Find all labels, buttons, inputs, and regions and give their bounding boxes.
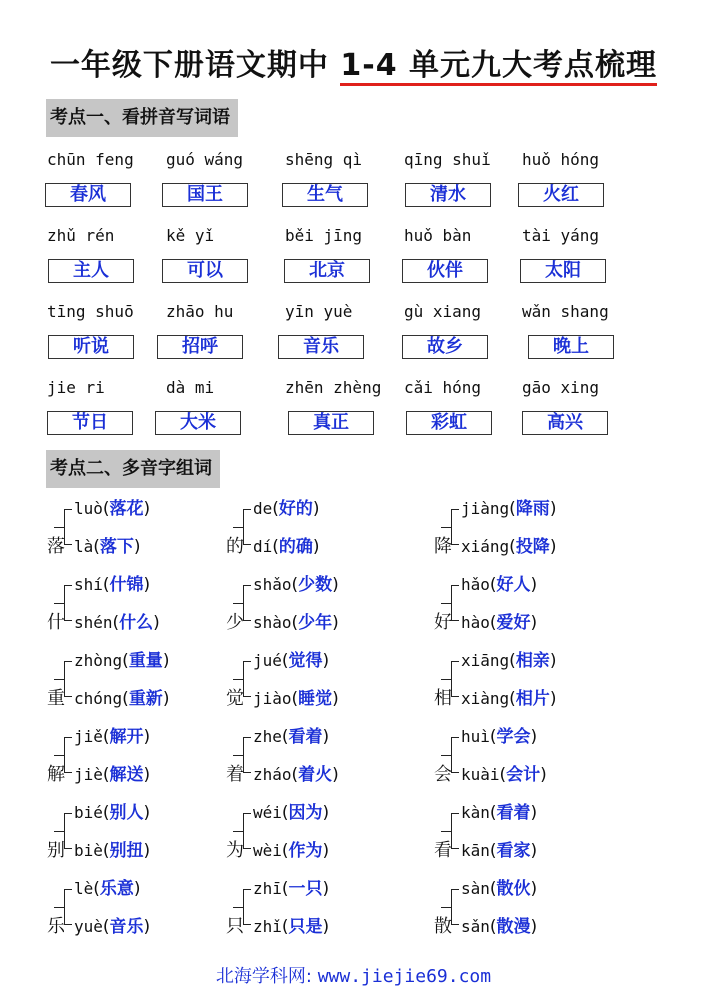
answer-box: 节日 <box>47 411 133 435</box>
answer-box: 招呼 <box>157 335 243 359</box>
polyphone-character: 乐 <box>47 916 65 937</box>
polyphone-character: 散 <box>434 916 452 937</box>
reading-line <box>461 764 547 786</box>
reading-word: 只是 <box>288 917 323 937</box>
reading-pinyin: zhe <box>253 727 282 746</box>
title-highlight: 1-4 单元九大考点梳理 <box>340 48 658 83</box>
reading-pinyin: wéi <box>253 803 282 822</box>
bracket <box>64 661 72 697</box>
paren-open: ( <box>102 803 110 823</box>
paren-close: ) <box>143 917 151 937</box>
paren-close: ) <box>530 841 538 861</box>
paren-close: ) <box>322 803 330 823</box>
reading-word: 相片 <box>515 689 550 709</box>
reading-line <box>461 878 537 900</box>
pinyin-label: zhǔ rén <box>47 226 115 245</box>
paren-open: ( <box>509 651 516 671</box>
polyphone-character: 落 <box>47 536 65 557</box>
polyphone-character: 别 <box>47 840 65 861</box>
paren-open: ( <box>489 575 497 595</box>
reading-line <box>74 574 150 596</box>
answer-box: 可以 <box>162 259 248 283</box>
reading-pinyin: wèi <box>253 841 282 860</box>
reading-word: 降雨 <box>515 499 550 519</box>
paren-open: ( <box>291 765 299 785</box>
answer-box: 春风 <box>45 183 131 207</box>
answer-box: 伙伴 <box>402 259 488 283</box>
paren-open: ( <box>102 727 110 747</box>
polyphone-character: 觉 <box>226 688 244 709</box>
reading-word: 作为 <box>288 841 323 861</box>
reading-pinyin: shén <box>74 613 113 632</box>
polyphone-character: 会 <box>434 764 452 785</box>
reading-word: 别人 <box>109 803 144 823</box>
paren-close: ) <box>322 651 330 671</box>
polyphone-character: 相 <box>434 688 452 709</box>
paren-close: ) <box>530 803 538 823</box>
paren-open: ( <box>291 575 299 595</box>
paren-close: ) <box>540 765 547 785</box>
bracket <box>243 737 251 773</box>
bracket <box>243 889 251 925</box>
reading-line <box>461 726 537 748</box>
reading-word: 别扭 <box>109 841 144 861</box>
paren-close: ) <box>530 727 538 747</box>
paren-open: ( <box>102 917 110 937</box>
paren-close: ) <box>143 727 151 747</box>
paren-open: ( <box>291 689 299 709</box>
paren-open: ( <box>509 499 516 519</box>
reading-word: 少数 <box>298 575 333 595</box>
reading-word: 投降 <box>515 537 550 557</box>
reading-pinyin: huì <box>461 727 490 746</box>
footer <box>0 965 707 989</box>
reading-word: 什么 <box>119 613 154 633</box>
reading-pinyin: hào <box>461 613 490 632</box>
reading-line <box>74 536 141 558</box>
pinyin-label: qīng shuǐ <box>404 150 491 169</box>
reading-pinyin: hǎo <box>461 575 490 594</box>
reading-word: 睡觉 <box>298 689 333 709</box>
paren-close: ) <box>143 803 151 823</box>
polyphone-character: 为 <box>226 840 244 861</box>
paren-open: ( <box>102 575 110 595</box>
bracket-stem <box>233 603 243 604</box>
bracket <box>64 509 72 545</box>
bracket-stem <box>54 527 64 528</box>
answer-box: 大米 <box>155 411 241 435</box>
paren-close: ) <box>143 765 151 785</box>
bracket-stem <box>441 527 451 528</box>
reading-line <box>74 612 160 634</box>
reading-pinyin: shào <box>253 613 292 632</box>
polyphone-character: 着 <box>226 764 244 785</box>
reading-line <box>461 498 556 520</box>
polyphone-character: 少 <box>226 612 244 633</box>
reading-pinyin: zháo <box>253 765 292 784</box>
paren-close: ) <box>322 917 330 937</box>
paren-open: ( <box>272 537 279 557</box>
answer-box: 音乐 <box>278 335 364 359</box>
polyphone-character: 看 <box>434 840 452 861</box>
paren-open: ( <box>281 651 289 671</box>
reading-pinyin: yuè <box>74 917 103 936</box>
reading-line <box>461 650 556 672</box>
reading-pinyin: kuài <box>461 765 500 784</box>
paren-close: ) <box>143 841 151 861</box>
paren-close: ) <box>162 689 170 709</box>
polyphone-character: 降 <box>434 536 452 557</box>
answer-box: 真正 <box>288 411 374 435</box>
paren-close: ) <box>312 537 320 557</box>
bracket <box>64 813 72 849</box>
section-1-header: 考点一、看拼音写词语 <box>46 99 238 137</box>
paren-close: ) <box>322 841 330 861</box>
pinyin-label: huǒ bàn <box>404 226 472 245</box>
bracket <box>451 889 459 925</box>
reading-line <box>461 802 537 824</box>
pinyin-label: chūn feng <box>47 150 134 169</box>
reading-pinyin: zhī <box>253 879 282 898</box>
reading-word: 解送 <box>109 765 144 785</box>
paren-close: ) <box>549 651 557 671</box>
paren-open: ( <box>281 917 289 937</box>
reading-word: 一只 <box>288 879 323 899</box>
paren-open: ( <box>489 613 497 633</box>
reading-pinyin: sǎn <box>461 917 490 936</box>
reading-line <box>253 574 339 596</box>
reading-line <box>74 840 150 862</box>
reading-word: 落花 <box>109 499 144 519</box>
reading-word: 看着 <box>496 803 531 823</box>
paren-close: ) <box>332 613 339 633</box>
bracket-stem <box>233 755 243 756</box>
paren-close: ) <box>549 537 557 557</box>
answer-box: 太阳 <box>520 259 606 283</box>
paren-close: ) <box>143 575 151 595</box>
reading-word: 什锦 <box>109 575 144 595</box>
bracket-stem <box>54 755 64 756</box>
reading-word: 重量 <box>128 651 163 671</box>
reading-word: 学会 <box>496 727 531 747</box>
reading-word: 少年 <box>298 613 333 633</box>
reading-word: 好人 <box>496 575 531 595</box>
reading-pinyin: de <box>253 499 273 518</box>
paren-open: ( <box>499 765 507 785</box>
paren-open: ( <box>122 651 129 671</box>
paren-open: ( <box>489 727 497 747</box>
answer-box: 生气 <box>282 183 368 207</box>
reading-pinyin: kàn <box>461 803 490 822</box>
reading-line <box>461 840 537 862</box>
paren-close: ) <box>133 879 141 899</box>
answer-box: 听说 <box>48 335 134 359</box>
bracket <box>451 813 459 849</box>
polyphone-character: 重 <box>47 688 65 709</box>
paren-close: ) <box>312 499 320 519</box>
pinyin-label: huǒ hóng <box>522 150 600 169</box>
answer-box: 晚上 <box>528 335 614 359</box>
paren-open: ( <box>281 841 289 861</box>
paren-open: ( <box>291 613 299 633</box>
paren-close: ) <box>153 613 160 633</box>
bracket <box>451 661 459 697</box>
reading-pinyin: shǎo <box>253 575 292 594</box>
pinyin-label: zhāo hu <box>166 302 234 321</box>
footer-site: 北海学科网: <box>215 966 312 987</box>
reading-line <box>253 840 329 862</box>
paren-close: ) <box>549 689 557 709</box>
polyphone-character: 的 <box>226 536 244 557</box>
bracket-stem <box>233 831 243 832</box>
reading-word: 音乐 <box>109 917 144 937</box>
reading-pinyin: là <box>74 537 94 556</box>
bracket <box>451 509 459 545</box>
answer-box: 主人 <box>48 259 134 283</box>
reading-line <box>461 916 537 938</box>
reading-word: 会计 <box>506 765 541 785</box>
paren-open: ( <box>489 879 497 899</box>
reading-word: 散伙 <box>496 879 531 899</box>
bracket <box>64 585 72 621</box>
answer-box: 彩虹 <box>406 411 492 435</box>
polyphone-character: 只 <box>226 916 244 937</box>
reading-line <box>74 650 169 672</box>
reading-line <box>74 878 141 900</box>
paren-open: ( <box>489 803 497 823</box>
reading-pinyin: luò <box>74 499 103 518</box>
paren-close: ) <box>322 727 330 747</box>
bracket-stem <box>233 679 243 680</box>
reading-word: 爱好 <box>496 613 531 633</box>
reading-line <box>74 688 169 710</box>
pinyin-label: zhēn zhèng <box>285 378 382 397</box>
paren-close: ) <box>332 689 339 709</box>
paren-close: ) <box>332 765 339 785</box>
reading-line <box>253 498 320 520</box>
footer-url: www.jiejie69.com <box>317 966 492 987</box>
reading-word: 看着 <box>288 727 323 747</box>
paren-open: ( <box>93 537 100 557</box>
paren-open: ( <box>272 499 279 519</box>
paren-close: ) <box>162 651 170 671</box>
paren-open: ( <box>122 689 129 709</box>
reading-line <box>74 764 150 786</box>
reading-pinyin: biè <box>74 841 103 860</box>
pinyin-label: běi jīng <box>285 226 363 245</box>
reading-pinyin: xiāng <box>461 651 510 670</box>
pinyin-label: kě yǐ <box>166 226 215 245</box>
section-2-header: 考点二、多音字组词 <box>46 450 220 488</box>
reading-line <box>461 688 556 710</box>
reading-word: 解开 <box>109 727 144 747</box>
reading-line <box>74 726 150 748</box>
paren-open: ( <box>489 841 497 861</box>
reading-line <box>253 650 329 672</box>
reading-line <box>253 916 329 938</box>
reading-pinyin: chóng <box>74 689 123 708</box>
bracket <box>243 661 251 697</box>
reading-line <box>253 726 329 748</box>
paren-close: ) <box>332 575 339 595</box>
pinyin-label: jie ri <box>47 378 105 397</box>
reading-pinyin: zhòng <box>74 651 123 670</box>
reading-line <box>74 498 150 520</box>
paren-close: ) <box>530 613 538 633</box>
title-prefix: 一年级下册语文期中 <box>49 48 341 83</box>
reading-word: 好的 <box>278 499 313 519</box>
answer-box: 火红 <box>518 183 604 207</box>
paren-close: ) <box>143 499 151 519</box>
polyphone-character: 解 <box>47 764 65 785</box>
reading-line <box>253 878 329 900</box>
pinyin-label: gù xiang <box>404 302 482 321</box>
pinyin-label: dà mi <box>166 378 215 397</box>
reading-pinyin: xiàng <box>461 689 510 708</box>
reading-word: 乐意 <box>99 879 134 899</box>
bracket-stem <box>233 907 243 908</box>
bracket-stem <box>441 603 451 604</box>
polyphone-character: 好 <box>434 612 452 633</box>
reading-word: 看家 <box>496 841 531 861</box>
reading-pinyin: lè <box>74 879 94 898</box>
reading-word: 着火 <box>298 765 333 785</box>
reading-line <box>461 536 556 558</box>
reading-word: 因为 <box>288 803 323 823</box>
bracket-stem <box>54 907 64 908</box>
reading-pinyin: xiáng <box>461 537 510 556</box>
reading-word: 觉得 <box>288 651 323 671</box>
pinyin-label: gāo xing <box>522 378 600 397</box>
pinyin-label: tài yáng <box>522 226 600 245</box>
reading-pinyin: jiào <box>253 689 292 708</box>
reading-line <box>253 536 320 558</box>
paren-open: ( <box>489 917 497 937</box>
reading-word: 重新 <box>128 689 163 709</box>
reading-pinyin: kān <box>461 841 490 860</box>
paren-open: ( <box>102 841 110 861</box>
polyphone-character: 什 <box>47 612 65 633</box>
reading-pinyin: dí <box>253 537 273 556</box>
paren-close: ) <box>322 879 330 899</box>
bracket-stem <box>54 603 64 604</box>
paren-close: ) <box>549 499 557 519</box>
bracket <box>243 509 251 545</box>
reading-word: 散漫 <box>496 917 531 937</box>
pinyin-label: shēng qì <box>285 150 363 169</box>
answer-box: 高兴 <box>522 411 608 435</box>
paren-close: ) <box>530 879 538 899</box>
reading-pinyin: jiě <box>74 727 103 746</box>
bracket-stem <box>441 679 451 680</box>
reading-pinyin: zhǐ <box>253 917 282 936</box>
bracket-stem <box>233 527 243 528</box>
reading-pinyin: shí <box>74 575 103 594</box>
paren-open: ( <box>102 765 110 785</box>
reading-word: 相亲 <box>515 651 550 671</box>
bracket-stem <box>441 907 451 908</box>
reading-pinyin: jiè <box>74 765 103 784</box>
answer-box: 故乡 <box>402 335 488 359</box>
reading-line <box>461 574 537 596</box>
reading-line <box>253 802 329 824</box>
reading-pinyin: bié <box>74 803 103 822</box>
paren-open: ( <box>281 803 289 823</box>
answer-box: 北京 <box>284 259 370 283</box>
reading-line <box>74 802 150 824</box>
bracket <box>64 737 72 773</box>
bracket <box>451 585 459 621</box>
pinyin-label: guó wáng <box>166 150 244 169</box>
paren-close: ) <box>530 575 538 595</box>
paren-open: ( <box>102 499 110 519</box>
pinyin-label: tīng shuō <box>47 302 134 321</box>
answer-box: 国王 <box>162 183 248 207</box>
reading-pinyin: jiàng <box>461 499 510 518</box>
pinyin-label: cǎi hóng <box>404 378 482 397</box>
bracket <box>451 737 459 773</box>
reading-line <box>253 612 339 634</box>
paren-open: ( <box>93 879 100 899</box>
reading-word: 的确 <box>278 537 313 557</box>
paren-open: ( <box>281 727 289 747</box>
paren-open: ( <box>509 689 516 709</box>
bracket <box>243 585 251 621</box>
paren-open: ( <box>509 537 516 557</box>
paren-open: ( <box>112 613 120 633</box>
page-title <box>0 46 707 86</box>
bracket-stem <box>54 679 64 680</box>
reading-word: 落下 <box>99 537 134 557</box>
paren-close: ) <box>133 537 141 557</box>
reading-line <box>461 612 537 634</box>
bracket-stem <box>54 831 64 832</box>
reading-pinyin: jué <box>253 651 282 670</box>
pinyin-label: yīn yuè <box>285 302 353 321</box>
reading-line <box>74 916 150 938</box>
bracket <box>64 889 72 925</box>
pinyin-label: wǎn shang <box>522 302 609 321</box>
reading-line <box>253 688 339 710</box>
reading-pinyin: sàn <box>461 879 490 898</box>
paren-close: ) <box>530 917 538 937</box>
bracket-stem <box>441 755 451 756</box>
bracket <box>243 813 251 849</box>
answer-box: 清水 <box>405 183 491 207</box>
reading-line <box>253 764 339 786</box>
bracket-stem <box>441 831 451 832</box>
paren-open: ( <box>281 879 289 899</box>
